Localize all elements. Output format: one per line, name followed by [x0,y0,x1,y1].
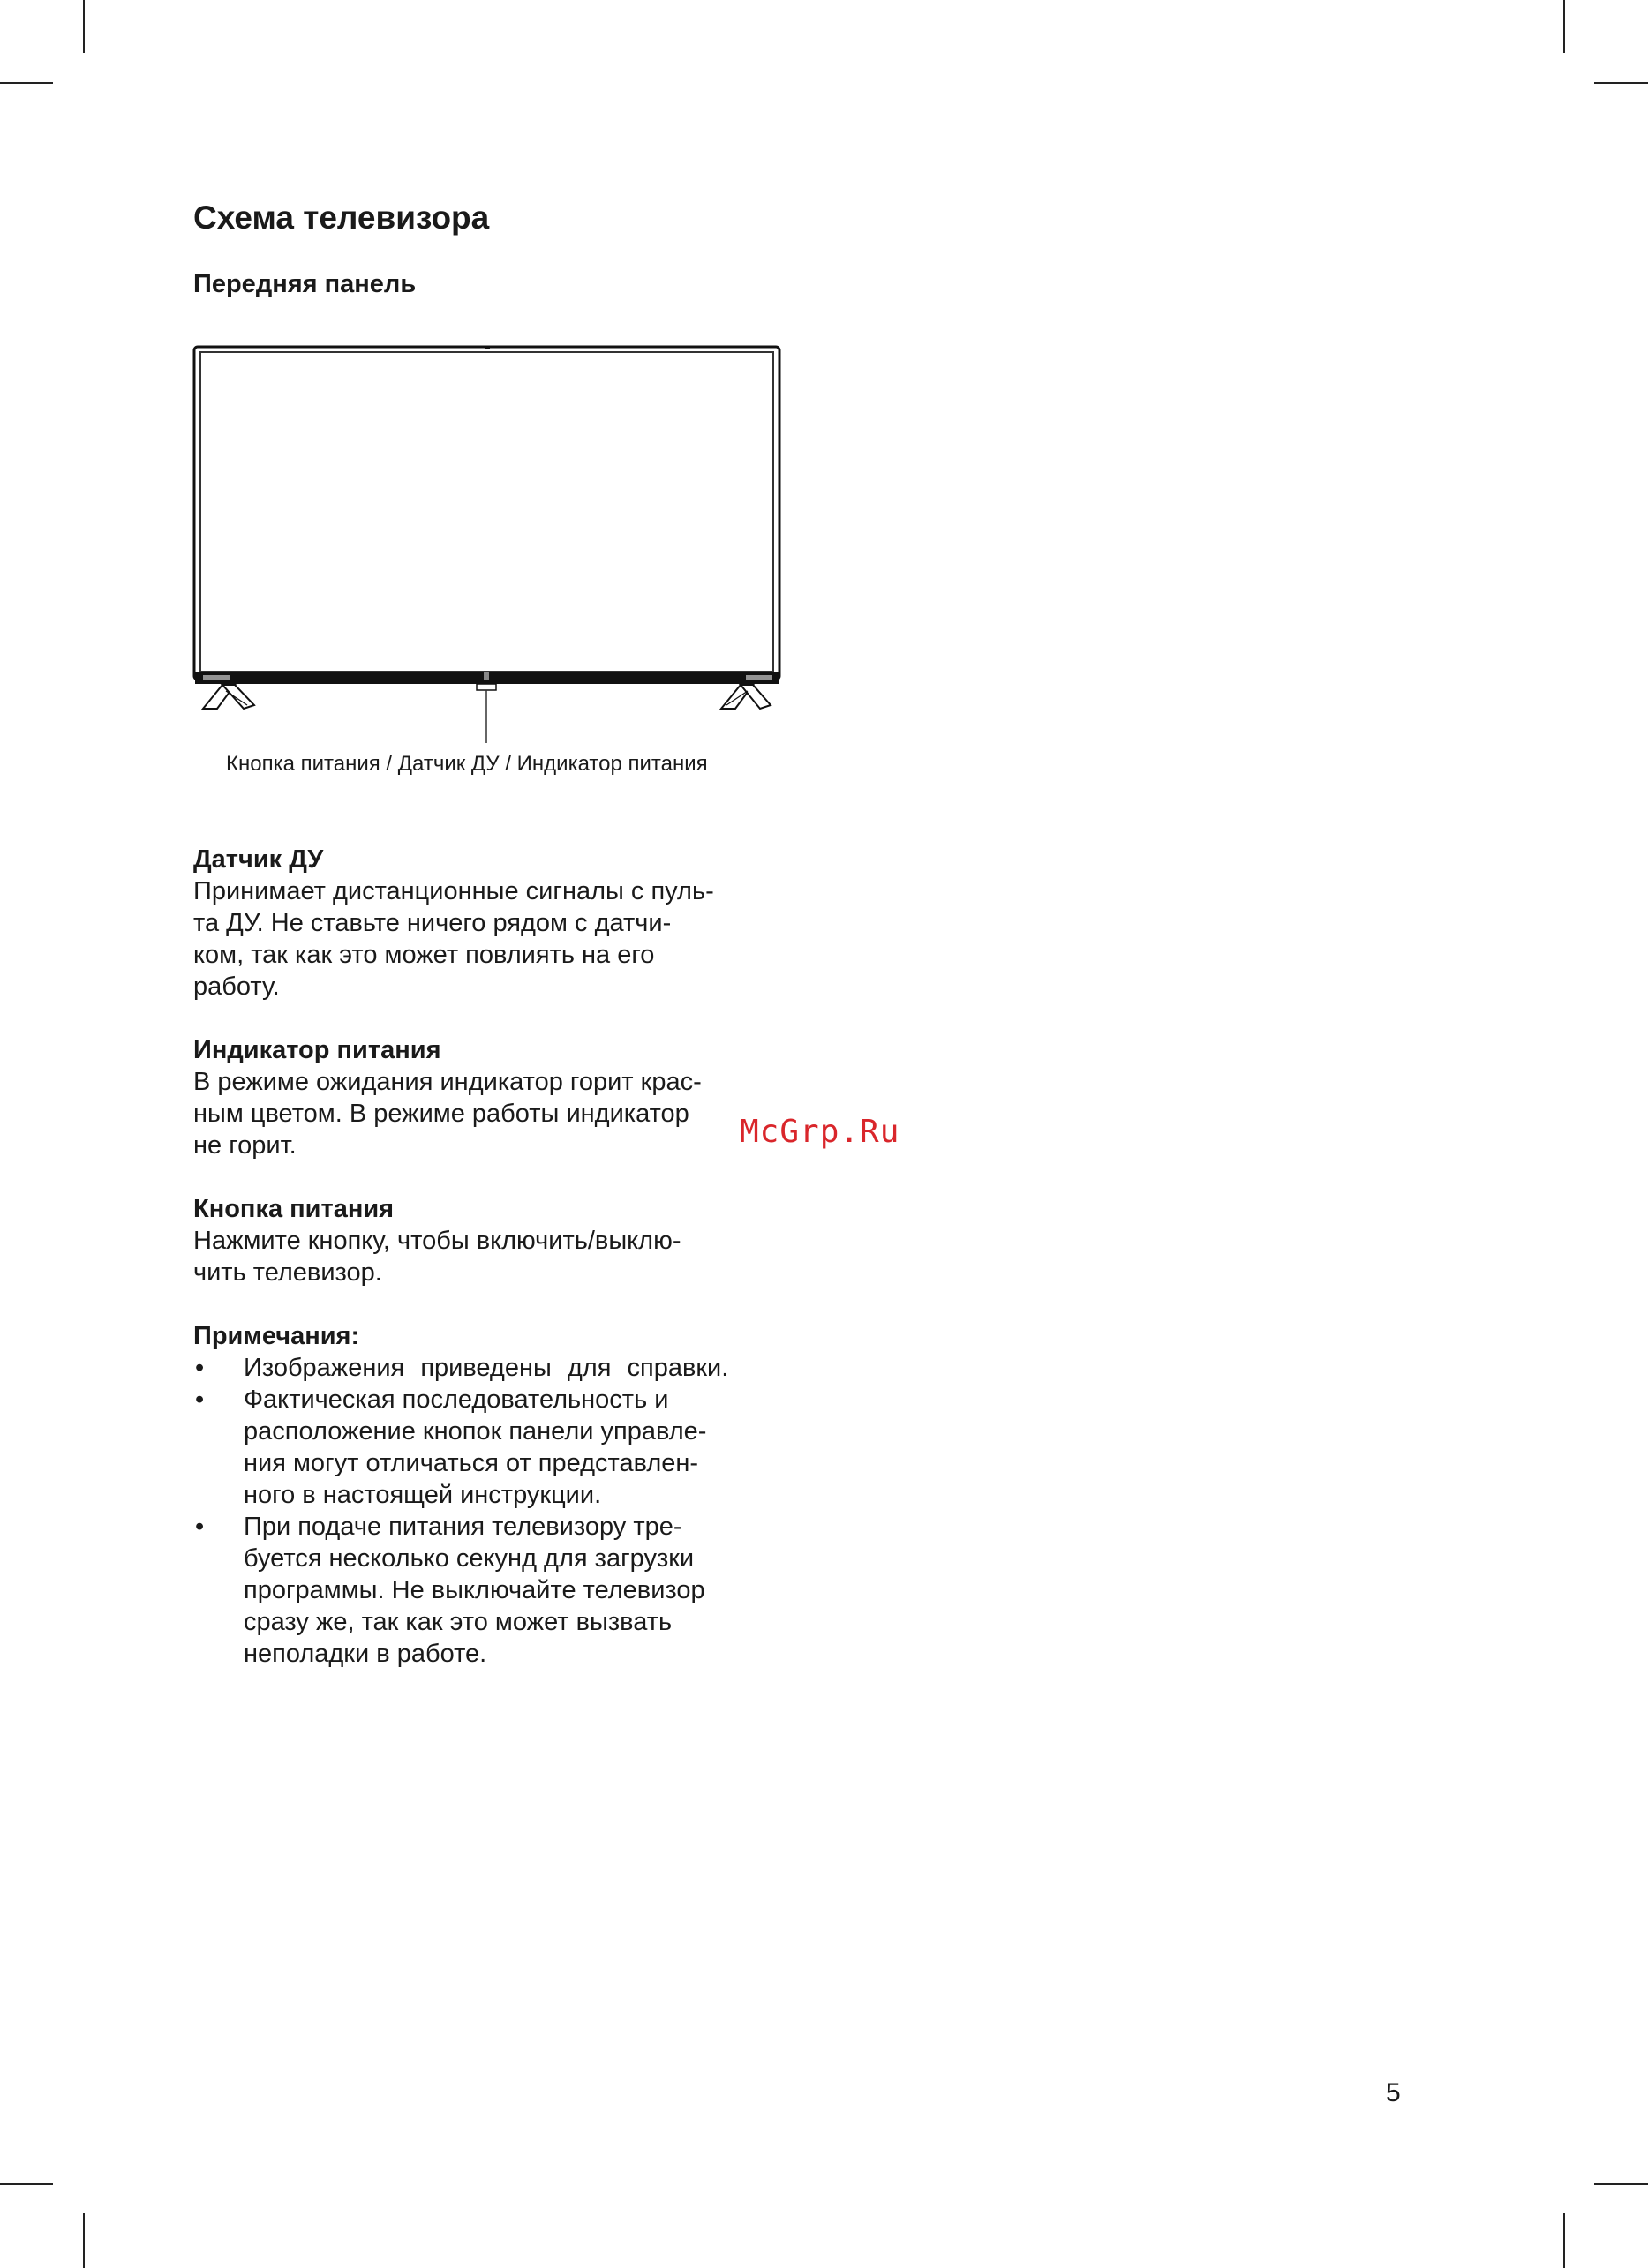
crop-mark-bottom-right-horizontal [1594,2183,1648,2185]
power-button-heading: Кнопка питания [193,1195,395,1223]
power-indicator-text-line: ным цветом. В режиме работы индикатор [193,1100,689,1128]
note-text-line: Фактическая последовательность и [244,1386,669,1414]
note-text-line: буется несколько секунд для загрузки [244,1544,695,1573]
tv-screen-frame [194,347,779,680]
bullet-icon: • [195,1386,205,1414]
tv-front-panel-diagram [185,340,790,746]
bullet-icon: • [195,1513,205,1541]
power-button-text-line: Нажмите кнопку, чтобы включить/выклю- [193,1227,681,1255]
bullet-icon: • [195,1354,205,1382]
tv-bottom-bezel [195,672,779,684]
power-button-text-line: чить телевизор. [193,1258,382,1287]
list-item [193,1384,811,1511]
note-text-line: неполадки в работе. [244,1640,487,1668]
remote-sensor-heading: Датчик ДУ [193,845,324,874]
tv-stand-right [721,685,771,709]
crop-mark-top-left-horizontal [0,82,53,84]
note-text-line: Изображения приведены для справки. [244,1354,729,1382]
notes-list [193,1352,811,1670]
remote-sensor-text-line: работу. [193,973,280,1001]
power-indicator-text-line: не горит. [193,1131,297,1160]
power-indicator-text-line: В режиме ожидания индикатор горит крас- [193,1068,702,1096]
note-text-line: При подаче питания телевизору тре- [244,1513,682,1541]
crop-mark-top-right-horizontal [1594,82,1648,84]
remote-sensor-text-line: та ДУ. Не ставьте ничего рядом с датчи- [193,909,672,937]
section-subtitle: Передняя панель [193,270,417,298]
note-text-line: сразу же, так как это может вызвать [244,1608,673,1636]
note-text-line: ного в настоящей инструкции. [244,1481,602,1509]
remote-sensor-text-line: Принимает дистанционные сигналы с пуль- [193,877,714,905]
section-power-button [193,1193,811,1288]
power-indicator-heading: Индикатор питания [193,1036,441,1064]
crop-mark-top-left-vertical [83,0,85,53]
remote-sensor-text-line: ком, так как это может повлиять на его [193,941,655,969]
tv-stand-left [203,685,254,709]
crop-mark-bottom-left-horizontal [0,2183,53,2185]
watermark-link[interactable]: McGrp.Ru [740,1114,900,1150]
section-remote-sensor [193,844,811,1003]
note-text-line: ния могут отличаться от представлен- [244,1449,699,1477]
power-button-module [477,684,496,690]
diagram-caption: Кнопка питания / Датчик ДУ / Индикатор питания [226,752,708,776]
crop-mark-bottom-right-vertical [1563,2213,1565,2268]
notes-heading: Примечания: [193,1322,360,1350]
list-item [193,1511,811,1670]
crop-mark-bottom-left-vertical [83,2213,85,2268]
section-power-indicator [193,1034,811,1161]
note-text-line: расположение кнопок панели управле- [244,1417,707,1446]
note-text-line: программы. Не выключайте телевизор [244,1576,705,1604]
page-number: 5 [1386,2078,1401,2107]
list-item [193,1352,811,1384]
crop-mark-top-right-vertical [1563,0,1565,53]
page-title: Схема телевизора [193,199,490,236]
section-notes [193,1320,811,1670]
